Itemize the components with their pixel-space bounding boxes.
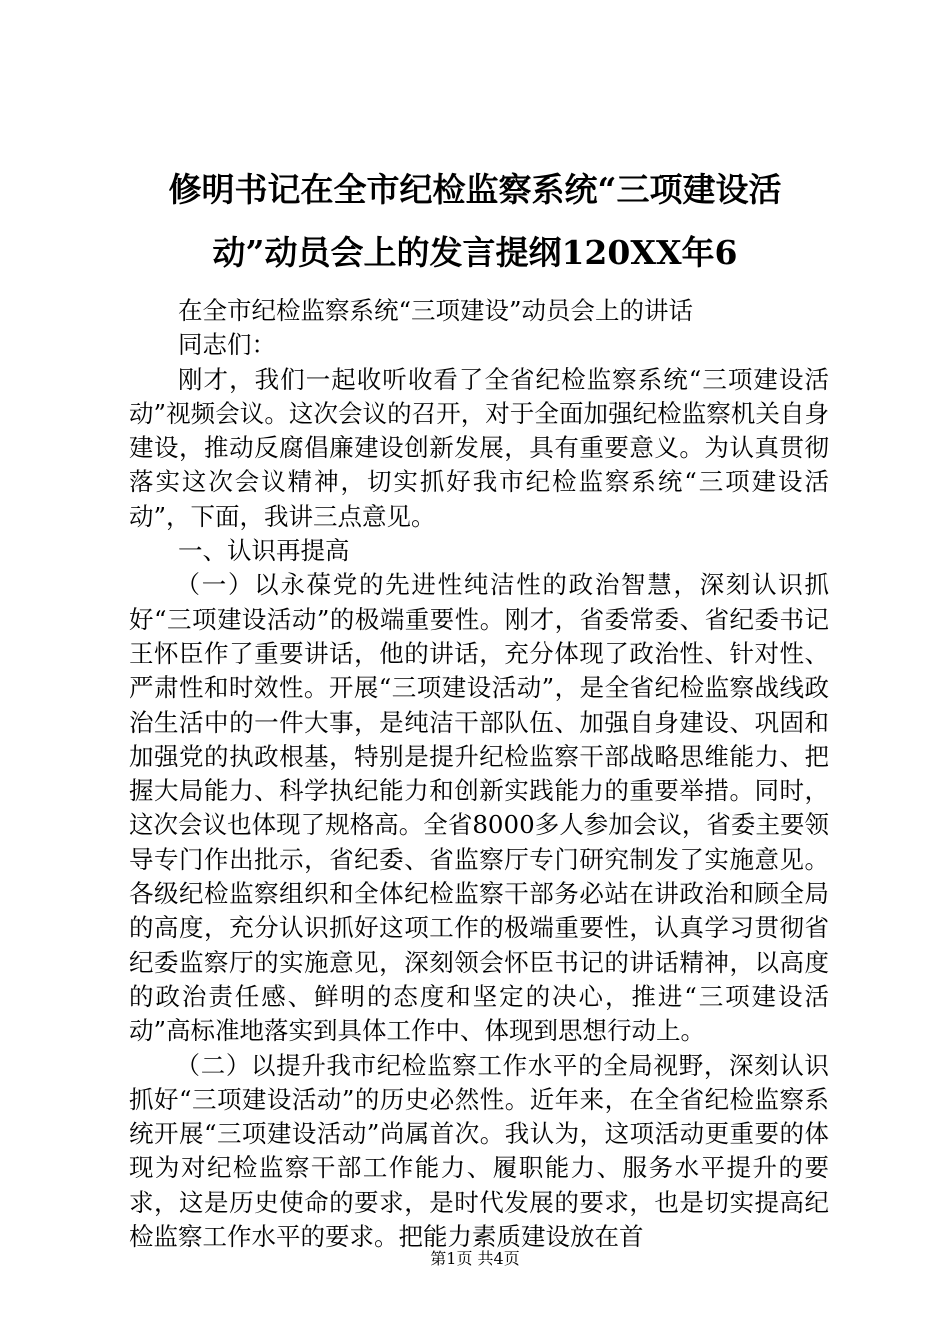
document-body [129, 294, 829, 1254]
section-heading-1: 一、认识再提高 [178, 536, 350, 566]
subsection-paragraph-2: （二）以提升我市纪检监察工作水平的全局视野，深刻认识抓好“三项建设活动”的历史必然性。近年来，在全省纪检监察系统开展“三项建设活动”尚属首次。我认为，这项活动更重要的体现为对纪检监察干部工作能力、履职能力、服务水平提升的要求，这是历史使命的要求，是时代发展的要求，也是切实提高纪检监察工作水平的要求。把能力素质建设放在首 [129, 1050, 829, 1252]
salutation: 同志们： [178, 330, 276, 360]
page-footer: 第1页 共4页 [430, 1249, 520, 1268]
title-line-2: 动”动员会上的发言提纲120XX年6 [212, 233, 738, 272]
intro-paragraph: 刚才，我们一起收听收看了全省纪检监察系统“三项建设活动”视频会议。这次会议的召开，对于全面加强纪检监察机关自身建设，推动反腐倡廉建设创新发展，具有重要意义。为认真贯彻落实这次会议精神，切实抓好我市纪检监察系统“三项建设活动”，下面，我讲三点意见。 [129, 364, 829, 531]
document-title [110, 158, 840, 284]
subsection-paragraph-1: （一）以永葆党的先进性纯洁性的政治智慧，深刻认识抓好“三项建设活动”的极端重要性。刚才，省委常委、省纪委书记王怀臣作了重要讲话，他的讲话，充分体现了政治性、针对性、严肃性和时效性。开展“三项建设活动”，是全省纪检监察战线政治生活中的一件大事，是纯洁干部队伍、加强自身建设、巩固和加强党的执政根基，特别是提升纪检监察干部战略思维能力、把握大局能力、科学执纪能力和创新实践能力的重要举措。同时，这次会议也体现了规格高。全省8000多人参加会议，省委主要领导专门作出批示，省纪委、省监察厅专门研究制发了实施意见。各级纪检监察组织和全体纪检监察干部务必站在讲政治和顾全局的高度，充分认识抓好这项工作的极端重要性，认真学习贯彻省纪委监察厅的实施意见，深刻领会怀臣书记的讲话精神，以高度的政治责任感、鲜明的态度和坚定的决心，推进“三项建设活动”高标准地落实到具体工作中、体现到思想行动上。 [129, 570, 829, 1046]
speech-heading: 在全市纪检监察系统“三项建设”动员会上的讲话 [178, 296, 694, 325]
title-line-1: 修明书记在全市纪检监察系统“三项建设活 [168, 170, 782, 209]
